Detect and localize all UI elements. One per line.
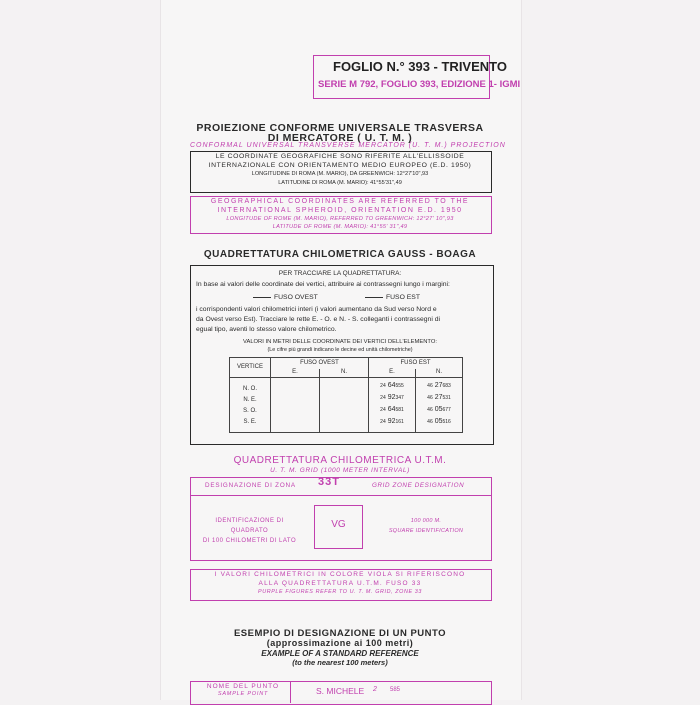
- it-line-1: LE COORDINATE GEOGRAFICHE SONO RIFERITE ALL'ELLISSOIDE: [215, 153, 465, 160]
- fuso-est-marker: FUSO EST: [362, 294, 420, 301]
- vertex-label: N. O.: [242, 385, 257, 392]
- zone-label-it: DESIGNAZIONE DI ZONA: [205, 482, 296, 489]
- values-title: VALORI IN METRI DELLE COORDINATE DEI VERTICI DELL'ELEMENTO:: [243, 339, 437, 345]
- col-fuso-ovest: FUSO OVEST: [300, 360, 339, 366]
- utm-note-1: I VALORI CHILOMETRICI IN COLORE VIOLA SI RIFERISCONO: [214, 571, 466, 578]
- col-fuso-est: FUSO EST: [400, 360, 431, 366]
- utm-note-2: ALLA QUADRETTATURA U.T.M. FUSO 33: [258, 580, 422, 587]
- utm-note-3: PURPLE FIGURES REFER TO U. T. M. GRID, ZONE 33: [258, 589, 422, 595]
- example-subtitle: (approssimazione ai 100 metri): [266, 638, 414, 648]
- en-line-3: LONGITUDE OF ROME (M. MARIO), REFERRED TO GREENWICH: 12°27' 10",93: [226, 216, 454, 222]
- vertex-north-value: 46 27683: [427, 381, 451, 389]
- utm-divider: [190, 495, 491, 496]
- vertex-label: S. O.: [243, 407, 257, 414]
- utm-subtitle: U. T. M. GRID (1000 METER INTERVAL): [270, 467, 410, 474]
- example-en-title: EXAMPLE OF A STANDARD REFERENCE: [261, 649, 419, 658]
- en-line-1: GEOGRAPHICAL COORDINATES ARE REFERRED TO THE: [210, 198, 470, 205]
- fuso-ovest-marker: FUSO OVEST: [250, 294, 318, 301]
- it-line-4: LATITUDINE DI ROMA (M. MARIO): 41°55'31",49: [278, 180, 402, 186]
- point-label-it: NOME DEL PUNTO: [206, 683, 280, 690]
- projection-title-2: DI MERCATORE ( U. T. M. ): [267, 132, 413, 144]
- zone-label-en: GRID ZONE DESIGNATION: [372, 482, 465, 489]
- values-note: (Le cifre più grandi indicano le decine ed unità chilometriche): [267, 347, 413, 353]
- it-line-3: LONGITUDINE DI ROMA (M. MARIO), DA GREENWICH: 12°27'10",93: [251, 171, 429, 177]
- en-line-4: LATITUDE OF ROME (M. MARIO): 41°55' 31",49: [272, 224, 408, 230]
- square-label-en: 100 000 M. SQUARE IDENTIFICATION: [388, 518, 464, 534]
- vertex-north-value: 46 27531: [427, 393, 451, 401]
- square-id-value: VG: [331, 519, 346, 530]
- vertex-north-value: 46 05677: [427, 405, 451, 413]
- vertex-values-table: VERTICE FUSO OVEST FUSO EST E. N. E. N. N. O. N. E. S. O. S. E. 24 64555 24 92347 24 64581 24 92161 46 27683 46 27531 46 05677 46 05516: [229, 357, 463, 433]
- projection-title-1: PROIEZIONE CONFORME UNIVERSALE TRASVERSA: [196, 122, 484, 134]
- projection-english-title: CONFORMAL UNIVERSAL TRANSVERSE MERCATOR (U. T. M.) PROJECTION: [190, 142, 506, 149]
- gauss-subtitle: PER TRACCIARE LA QUADRETTATURA:: [278, 270, 402, 277]
- series-label: SERIE M 792, FOGLIO 393, EDIZIONE 1- IGMI: [318, 79, 521, 90]
- sheet-title: FOGLIO N.° 393 - TRIVENTO: [333, 59, 507, 74]
- vertex-east-value: 24 64555: [380, 381, 404, 389]
- point-label-en: SAMPLE POINT: [217, 691, 269, 697]
- east-marker-icon: [365, 297, 383, 298]
- vertex-north-value: 46 05516: [427, 417, 451, 425]
- gauss-paragraph-1: In base ai valori delle coordinate dei vertici, attribuire ai contrassegni lungo i margini:: [196, 281, 450, 288]
- gauss-paragraph-2: i corrispondenti valori chilometrici interi (i valori aumentano da Sud verso Nord e da Ovest verso Est). Tracciare le rette E. - O. e N. - S. colleganti i contrassegni di egual tipo, aventi lo stesso valore chilometrico.: [196, 306, 441, 333]
- col-vertice: VERTICE: [237, 363, 263, 370]
- point-code: 585: [390, 687, 401, 693]
- utm-title: QUADRETTATURA CHILOMETRICA U.T.M.: [233, 455, 447, 466]
- it-line-2: INTERNAZIONALE CON ORIENTAMENTO MEDIO EUROPEO (E.D. 1950): [208, 162, 472, 169]
- example-title: ESEMPIO DI DESIGNAZIONE DI UN PUNTO: [233, 628, 447, 639]
- en-line-2: INTERNATIONAL SPHEROID, ORIENTATION E.D. 1950: [217, 207, 463, 214]
- vertex-east-value: 24 92347: [380, 393, 404, 401]
- vertex-east-value: 24 92161: [380, 417, 404, 425]
- west-marker-icon: [253, 297, 271, 298]
- example-en-subtitle: (to the nearest 100 meters): [292, 658, 388, 667]
- vertex-east-value: 24 64581: [380, 405, 404, 413]
- point-value: S. MICHELE: [316, 686, 365, 696]
- zone-value: 33T: [318, 476, 340, 488]
- gauss-title: QUADRETTATURA CHILOMETRICA GAUSS - BOAGA: [203, 249, 477, 260]
- vertex-label: N. E.: [243, 396, 257, 403]
- square-label-it: IDENTIFICAZIONE DI QUADRATO DI 100 CHILOMETRI DI LATO: [202, 518, 297, 544]
- point-marker: 2: [373, 686, 377, 693]
- vertex-label: S. E.: [243, 418, 257, 425]
